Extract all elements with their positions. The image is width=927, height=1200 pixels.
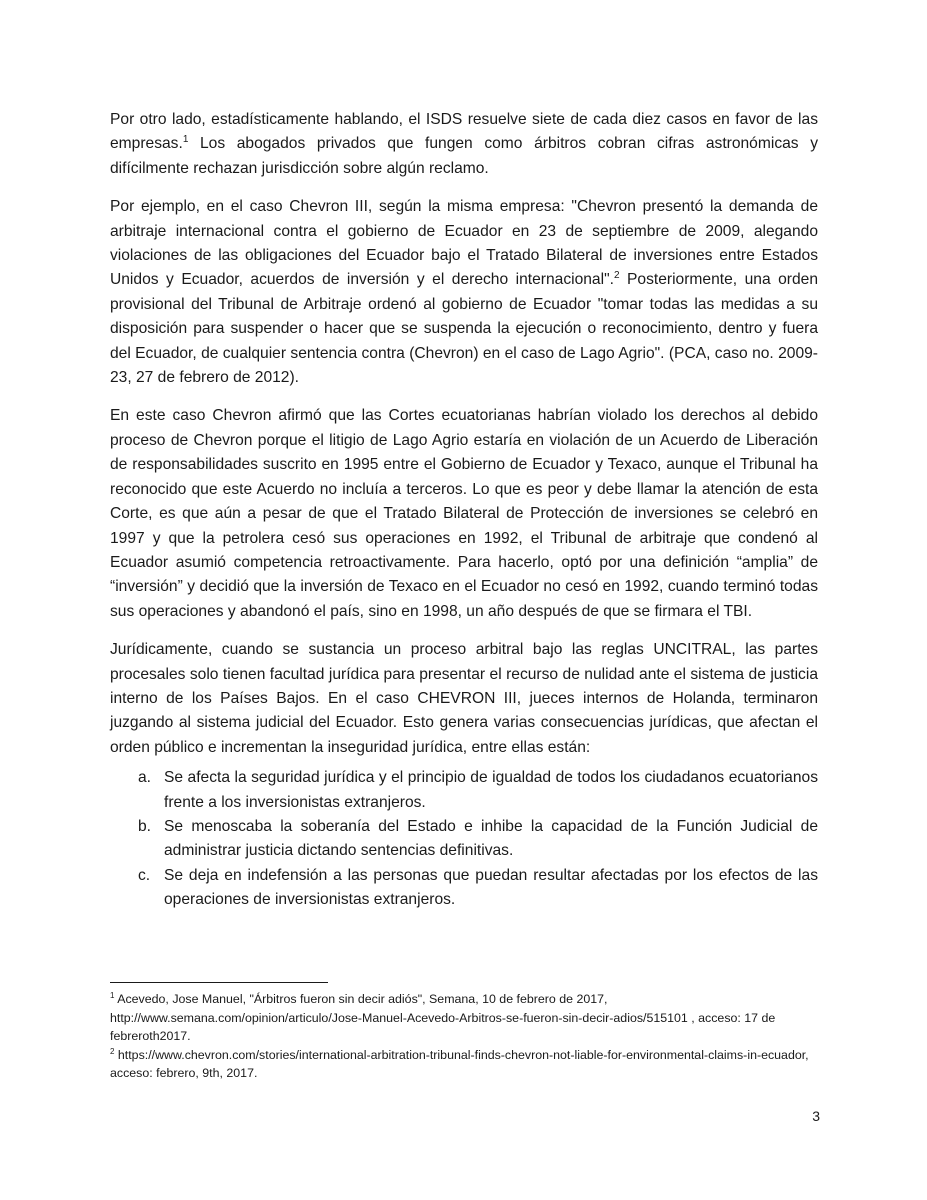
paragraph-chevron-iii [110, 195, 818, 390]
footnote-number: 2 [110, 1046, 115, 1056]
paragraph-text: Posteriormente, una orden provisional del Tribunal de Arbitraje ordenó al gobierno de Ecuador "tomar todas las medidas a su disposición para suspender o hacer que se suspenda la ejecución o reconocimiento, dentro y fuera del Ecuador, de cualquier sentencia contra (Chevron) en el caso de Lago Agrio". (PCA, caso no. 2009-23, 27 de febrero de 2012). [110, 271, 819, 387]
document-body [110, 108, 818, 913]
footnote-text: Acevedo, Jose Manuel, "Árbitros fueron sin decir adiós", Semana, 10 de febrero de 2017, http://www.semana.com/opinion/articulo/Jose-Manuel-Acevedo-Arbitros-se-fueron-sin-decir-adios/515101 , acceso: 17 de febreroth2017. [110, 992, 776, 1044]
consequences-list [110, 766, 818, 912]
list-marker: a. [138, 769, 152, 787]
paragraph-text: Jurídicamente, cuando se sustancia un proceso arbitral bajo las reglas UNCITRAL, las partes procesales solo tienen facultad jurídica para presentar el recurso de nulidad ante el sistema de justicia interno de los Países Bajos. En el caso CHEVRON III, jueces internos de Holanda, terminaron juzgando al sistema judicial del Ecuador. Esto genera varias consecuencias jurídicas, que afectan el orden público e incrementan la inseguridad jurídica, entre ellas están: [110, 641, 818, 756]
list-item [110, 815, 818, 864]
paragraph-text: Los abogados privados que fungen como árbitros cobran cifras astronómicas y difícilmente rechazan jurisdicción sobre algún reclamo. [110, 135, 818, 177]
footnote-1 [110, 990, 822, 1046]
page-number: 3 [812, 1108, 820, 1124]
list-marker: c. [138, 866, 151, 884]
paragraph-isds-statistics [110, 108, 818, 181]
paragraph-due-process [110, 404, 818, 624]
list-item-text: Se menoscaba la soberanía del Estado e inhibe la capacidad de la Función Judicial de administrar justicia dictando sentencias definitivas. [164, 817, 818, 860]
footnote-separator [110, 982, 328, 983]
paragraph-text: En este caso Chevron afirmó que las Cortes ecuatorianas habrían violado los derechos al debido proceso de Chevron porque el litigio de Lago Agrio estaría en violación de un Acuerdo de Liberación de responsabilidades suscrito en 1995 entre el Gobierno de Ecuador y Texaco, aunque el Tribunal ha reconocido que este Acuerdo no incluía a terceros. Lo que es peor y debe llamar la atención de esta Corte, es que aún a pesar de que el Tratado Bilateral de Protección de inversiones se celebró en 1997 y que la petrolera cesó sus operaciones en 1992, el Tribunal de arbitraje que condenó al Ecuador asumió competencia retroactivamente. Para hacerlo, optó por una definición “amplia” de “inversión” y decidió que la inversión de Texaco en el Ecuador no cesó en 1992, cuando terminó todas sus operaciones y abandonó el país, sino en 1998, un año después de que se firmara el TBI. [110, 407, 818, 620]
list-item [110, 766, 818, 815]
footnote-reference[interactable]: 1 [182, 134, 189, 146]
paragraph-text: Por otro lado, estadísticamente hablando, el ISDS resuelve siete de cada diez casos en favor de las empresas. [110, 111, 818, 153]
list-marker: b. [138, 817, 152, 835]
paragraph-text: Por ejemplo, en el caso Chevron III, según la misma empresa: "Chevron presentó la demanda de arbitraje internacional contra el gobierno de Ecuador en 23 de septiembre de 2009, alegando violaciones de las obligaciones del Ecuador bajo el Tratado Bilateral de inversiones entre Estados Unidos y Ecuador, acuerdos de inversión y el derecho internacional". [110, 198, 818, 289]
footnotes [110, 990, 822, 1083]
list-item-text: Se afecta la seguridad jurídica y el principio de igualdad de todos los ciudadanos ecuatorianos frente a los inversionistas extranjeros. [164, 769, 818, 811]
footnote-text: https://www.chevron.com/stories/international-arbitration-tribunal-finds-chevron-not-liable-for-environmental-claims-in-ecuador, acceso: febrero, 9th, 2017. [110, 1047, 809, 1081]
footnote-reference[interactable]: 2 [613, 270, 620, 282]
footnote-2 [110, 1046, 822, 1083]
footnote-number: 1 [110, 990, 115, 1000]
paragraph-uncitral [110, 638, 818, 760]
list-item [110, 864, 818, 913]
list-item-text: Se deja en indefensión a las personas que puedan resultar afectadas por los efectos de las operaciones de inversionistas extranjeros. [164, 866, 818, 909]
